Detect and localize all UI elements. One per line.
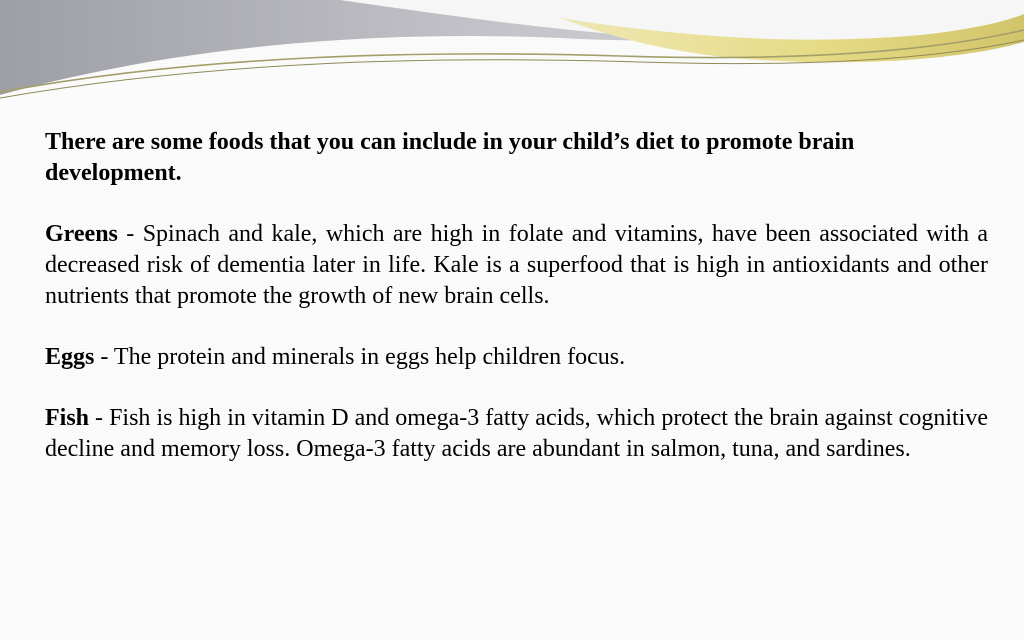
greens-paragraph — [45, 219, 988, 312]
fish-term: Fish — [45, 405, 90, 431]
intro-paragraph: There are some foods that you can include in your child’s diet to promote brain development. — [45, 129, 855, 186]
eggs-text: The protein and minerals in eggs help children focus. — [113, 344, 626, 370]
greens-separator: - — [117, 221, 143, 247]
content-body — [45, 127, 988, 495]
fish-paragraph — [45, 403, 988, 465]
greens-term: Greens — [45, 221, 118, 247]
greens-text: Spinach and kale, which are high in folate and vitamins, have been associated with a decreased risk of dementia later in life. Kale is a superfood that is high in antioxidants and other nutrients that promote the growth of new brain cells. — [45, 221, 988, 309]
header-swoosh-decoration — [0, 0, 1024, 110]
eggs-term: Eggs — [45, 344, 95, 370]
eggs-paragraph — [45, 342, 988, 373]
fish-text: Fish is high in vitamin D and omega-3 fatty acids, which protect the brain against cognitive decline and memory loss. Omega-3 fatty acids are abundant in salmon, tuna, and sardines. — [45, 405, 988, 462]
fish-separator: - — [89, 405, 110, 431]
eggs-separator: - — [94, 344, 114, 370]
